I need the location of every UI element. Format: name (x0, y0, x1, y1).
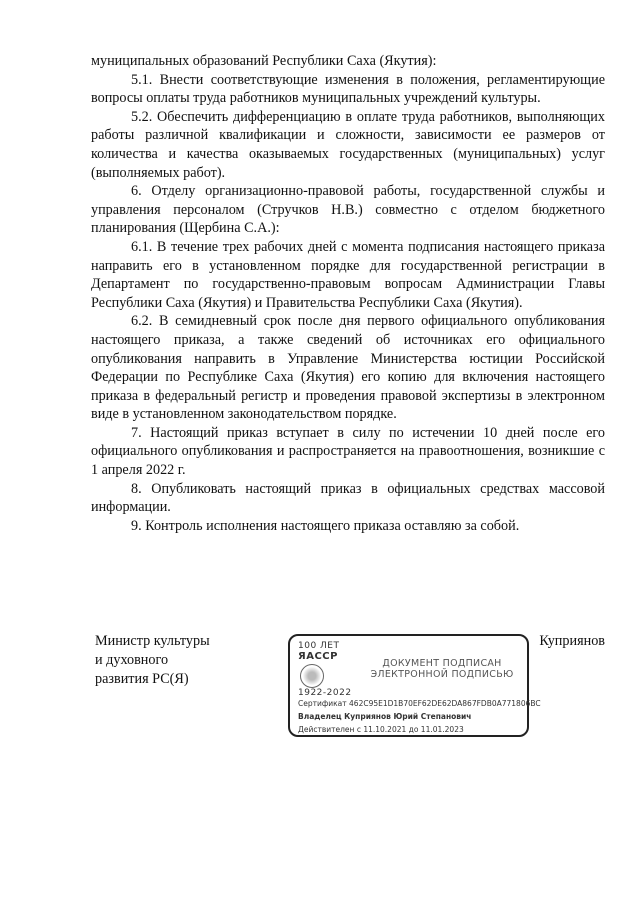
document-page (91, 52, 605, 734)
emblem-seal-icon (300, 664, 324, 688)
stamp-title (362, 658, 522, 680)
position-line: развития РС(Я) (95, 671, 189, 687)
paragraph-6: 6. Отделу организационно-правовой работы, государственной службы и управления персоналом (Стручков Н.В.) совместно с отделом бюджетного планирования (Щербина С.А.): (91, 183, 605, 237)
paragraph-9: 9. Контроль исполнения настоящего приказа оставляю за собой. (131, 517, 520, 534)
paragraph-6-1: 6.1. В течение трех рабочих дней с момента подписания настоящего приказа направить его в установленном порядке для государственной регистрации в Департамент по государственно-правовым вопросам Администрации Главы Республики Саха (Якутия) и Правительства Республики Саха (Якутия). (91, 238, 605, 311)
paragraph-6-2: 6.2. В семидневный срок после дня первого официального опубликования настоящего приказа, а также сведений об источниках его официального опубликования направить в Управление Министерства юстиции Российской Федерации по Республике Саха (Якутия) его копию для включения настоящего приказа в федеральный регистр и проведения правовой экспертизы в электронном виде в установленном законодательством порядке. (91, 313, 605, 423)
signatory-name: Куприянов (539, 633, 605, 649)
signatory-position (95, 632, 210, 689)
paragraph-5-2: 5.2. Обеспечить дифференциацию в оплате труда работников, выполняющих работы различной квалификации и сложности, зависимости ее размеров от количества и качества оказываемых государственных (муниципальных) услуг (выполняемых работ). (91, 108, 605, 181)
paragraph-intro: муниципальных образований Республики Саха (Якутия): (91, 53, 437, 69)
certificate-number: Сертификат 462С95Е1D1B70ЕF62DE62DA867FDB0A771806BC (298, 699, 541, 708)
position-line: Министр культуры (95, 633, 210, 649)
certificate-validity: Действителен с 11.10.2021 до 11.01.2023 (298, 725, 464, 734)
anniversary-emblem (298, 641, 358, 699)
position-line: и духовного (95, 652, 169, 668)
emblem-years: 1922-2022 (298, 688, 352, 698)
emblem-text: 100 ЛЕТ (298, 641, 340, 651)
paragraph-7: 7. Настоящий приказ вступает в силу по истечении 10 дней после его официального опубликования и распространяется на правоотношения, возникшие с 1 апреля 2022 г. (91, 424, 605, 479)
stamp-title-line: ЭЛЕКТРОННОЙ ПОДПИСЬЮ (370, 669, 514, 680)
signature-block (91, 632, 605, 742)
paragraph-5-1: 5.1. Внести соответствующие изменения в положения, регламентирующие вопросы оплаты труда работников муниципальных учреждений культуры. (91, 71, 605, 107)
emblem-text: ЯАССР (298, 651, 338, 662)
electronic-signature-stamp (288, 634, 541, 737)
stamp-title-line: ДОКУМЕНТ ПОДПИСАН (382, 658, 502, 669)
paragraph-8: 8. Опубликовать настоящий приказ в официальных средствах массовой информации. (91, 480, 605, 516)
certificate-owner: Владелец Куприянов Юрий Степанович (298, 712, 472, 721)
